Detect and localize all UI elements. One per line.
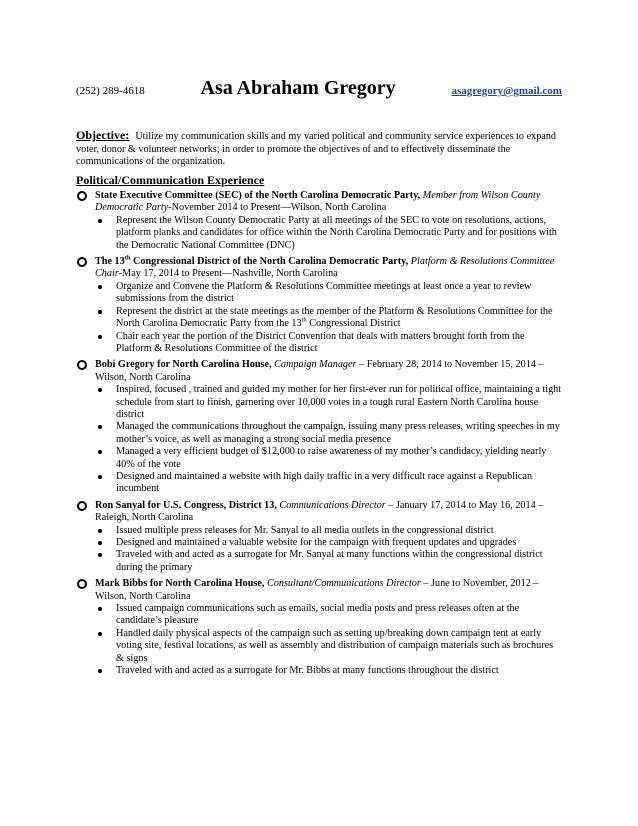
experience-entry-13th-district <box>76 256 562 355</box>
list-item-text: Represent the Wilson County Democratic Party at all meetings of the SEC to vote on resolutions, actions, platform planks and candidates for office within the North Carolina Democratic Party and for positions with the Democratic National Committee (DNC) <box>116 214 557 251</box>
email-link[interactable]: asagregory@gmail.com <box>451 85 562 97</box>
hollow-circle-bullet-icon <box>77 579 87 589</box>
objective-paragraph <box>76 129 562 168</box>
entry-details: -May 17, 2014 to Present—Nashville, North Carolina <box>118 268 338 280</box>
entry-org-post: Congressional District of the North Carolina Democratic Party, <box>130 256 409 268</box>
entry-details: – February 28, 2014 to November 15, 2014 – Wilson, North Carolina <box>95 359 544 383</box>
list-item-sup: th <box>301 316 307 324</box>
section-title: Political/Communication Experience <box>76 172 265 187</box>
list-item <box>95 525 562 537</box>
list-item <box>95 384 562 421</box>
entry-bullets <box>95 384 562 496</box>
entry-org: Ron Sanyal for U.S. Congress, District 13, <box>95 499 277 511</box>
bullet-dot-icon <box>98 475 102 479</box>
entry-org <box>95 256 408 267</box>
experience-entry-ron-sanyal <box>76 500 562 574</box>
list-item-text-pre: Represent the district at the state meetings as the member of the Platform & Resolutions Committee for the North Carolina Democratic Party from the 13 <box>116 305 553 330</box>
header-spacer <box>76 97 562 129</box>
bullet-dot-icon <box>98 529 102 533</box>
list-item <box>95 603 562 628</box>
entry-org: Bobi Gregory for North Carolina House, <box>95 359 272 371</box>
experience-entry-mark-bibbs <box>76 578 562 677</box>
list-item <box>95 665 562 677</box>
list-item-text: Chair each year the portion of the District Convention that deals with matters brought forth from the Platform & Resolutions Committee of the district <box>116 330 525 354</box>
bullet-dot-icon <box>98 388 102 392</box>
bullet-dot-icon <box>98 310 102 314</box>
bullet-dot-icon <box>98 553 102 557</box>
candidate-name: Asa Abraham Gregory <box>200 77 396 99</box>
experience-entry-bobi-gregory <box>76 359 562 495</box>
entry-heading <box>95 256 562 281</box>
list-item <box>95 331 562 356</box>
bullet-dot-icon <box>98 285 102 289</box>
list-item <box>95 215 562 252</box>
experience-entry-sec <box>76 190 562 252</box>
entry-role: Platform & Resolutions Committee Chair <box>95 256 555 280</box>
list-item-text: Organize and Convene the Platform & Resolutions Committee meetings at least once a year to review submissions from the district <box>116 280 532 305</box>
bullet-dot-icon <box>98 219 102 223</box>
phone-number: (252) 289-4618 <box>76 85 145 97</box>
entry-org-pre: The 13 <box>95 256 125 268</box>
entry-role: Consultant/Communications Director <box>266 578 421 590</box>
entry-role: Campaign Manager <box>274 359 357 371</box>
list-item-text: Traveled with and acted as a surrogate for Mr. Sanyal at many functions within the congressional district during the primary <box>116 549 543 573</box>
entry-bullets <box>95 215 562 252</box>
list-item-text: Managed the communications throughout the campaign, issuing many press releases, writing speeches in my mother’s voice, as well as managing a strong social media presence <box>116 421 560 445</box>
entry-bullets <box>95 525 562 575</box>
entry-heading <box>95 500 562 525</box>
list-item <box>95 281 562 306</box>
list-item-text: Traveled with and acted as a surrogate for Mr. Bibbs at many functions throughout the district <box>116 665 499 677</box>
entry-details: -November 2014 to Present—Wilson, North Carolina <box>168 202 387 214</box>
list-item <box>95 421 562 446</box>
objective-label: Objective: <box>76 128 130 143</box>
entry-org: Mark Bibbs for North Carolina House, <box>95 578 265 590</box>
hollow-circle-bullet-icon <box>77 360 87 370</box>
bullet-dot-icon <box>98 541 102 545</box>
entry-details: – January 17, 2014 to May 16, 2014 – Raleigh, North Carolina <box>95 499 544 524</box>
list-item-text: Managed a very efficient budget of $12,000 to raise awareness of my mother’s candidacy, yielding nearly 40% of the vote <box>116 446 547 470</box>
bullet-dot-icon <box>98 632 102 636</box>
entry-heading <box>95 190 562 215</box>
bullet-dot-icon <box>98 450 102 454</box>
bullet-dot-icon <box>98 607 102 611</box>
entry-role: Communications Director <box>279 499 386 511</box>
entry-role: Member from Wilson County Democratic Party <box>95 190 541 214</box>
list-item-text: Designed and maintained a valuable website for the campaign with frequent updates and upgrades <box>116 537 517 548</box>
entry-bullets <box>95 603 562 677</box>
list-item <box>95 306 562 331</box>
list-item-text-post: Congressional District <box>306 318 401 330</box>
hollow-circle-bullet-icon <box>77 191 87 201</box>
objective-text: Utilize my communication skills and my varied political and community service experiences to expand voter, donor & volunteer networks; in order to promote the objectives of and to effectively disseminate the communications of the organization. <box>76 131 556 168</box>
list-item <box>95 628 562 665</box>
entry-heading <box>95 359 562 384</box>
hollow-circle-bullet-icon <box>77 501 87 511</box>
entry-details: – June to November, 2012 – Wilson, North Carolina <box>95 578 539 602</box>
entry-org-sup: th <box>124 254 131 262</box>
bullet-dot-icon <box>98 425 102 429</box>
list-item <box>95 537 562 549</box>
list-item-text: Handled daily physical aspects of the campaign such as setting up/breaking down campaign tent at early voting site, festival locations, as well as assembly and distribution of campaign materials such as brochures & signs <box>116 627 554 664</box>
list-item-text: Designed and maintained a website with high daily traffic in a very difficult race against a Republican incumbent <box>116 470 533 495</box>
resume-header <box>76 77 562 99</box>
entry-heading <box>95 578 562 603</box>
list-item <box>95 549 562 574</box>
bullet-dot-icon <box>98 669 102 673</box>
list-item-text: Issued campaign communications such as emails, social media posts and press releases often at the candidate’s pleasure <box>116 603 520 627</box>
list-item-text: Inspired, focused , trained and guided my mother for her first-ever run for political office, maintaining a tight schedule from start to finish, garnering over 10,000 votes in a tough rural Eastern North Carolina house district <box>116 384 562 420</box>
entry-bullets <box>95 281 562 355</box>
list-item <box>95 471 562 496</box>
list-item <box>95 446 562 471</box>
list-item-text: Issued multiple press releases for Mr. Sanyal to all media outlets in the congressional district <box>116 524 494 536</box>
entry-org: State Executive Committee (SEC) of the North Carolina Democratic Party, <box>95 190 421 202</box>
hollow-circle-bullet-icon <box>77 257 87 267</box>
bullet-dot-icon <box>98 335 102 339</box>
